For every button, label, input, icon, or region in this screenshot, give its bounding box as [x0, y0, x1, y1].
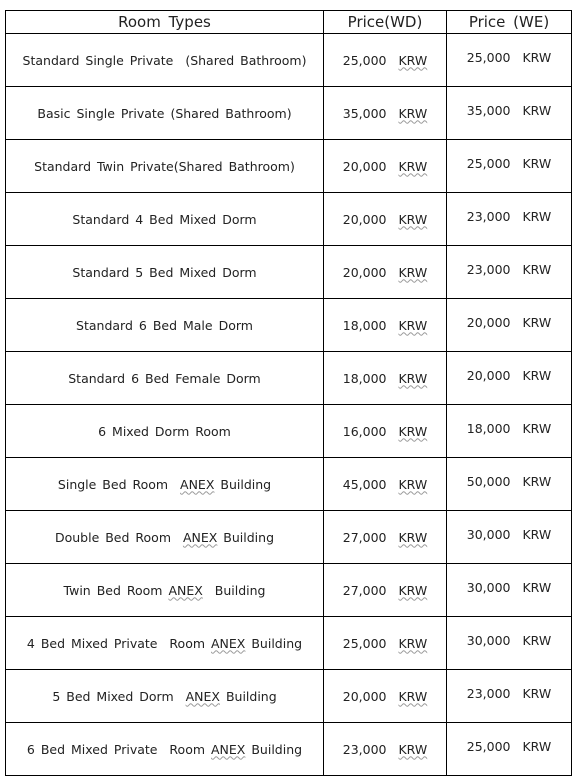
- price-weekend-cell: [447, 458, 572, 511]
- price-weekday-cell: [324, 246, 447, 299]
- currency-label: KRW: [522, 49, 552, 65]
- room-type-cell: [6, 670, 324, 723]
- currency-label: KRW: [398, 423, 428, 439]
- room-building-suffix: Building: [214, 476, 272, 492]
- price-weekday-cell: [324, 723, 447, 776]
- price-weekend-value: 25,000: [466, 49, 511, 65]
- table-row: [6, 405, 572, 458]
- price-weekend-cell: [447, 511, 572, 564]
- room-type-name: Standard Single Private (Shared Bathroom): [22, 52, 307, 68]
- room-type-name: Standard 5 Bed Mixed Dorm: [72, 264, 257, 280]
- currency-label: KRW: [398, 317, 428, 333]
- room-building-suffix: Building: [245, 635, 303, 651]
- price-weekend-cell: [447, 299, 572, 352]
- currency-label: KRW: [522, 579, 552, 595]
- table-row: [6, 140, 572, 193]
- price-weekday-cell: [324, 405, 447, 458]
- room-type-cell: [6, 193, 324, 246]
- table-row: [6, 352, 572, 405]
- room-type-cell: [6, 617, 324, 670]
- price-weekend-value: 23,000: [466, 261, 511, 277]
- room-price-table: [5, 10, 572, 776]
- currency-label: KRW: [398, 529, 428, 545]
- price-weekend-cell: [447, 87, 572, 140]
- room-type-name: 4 Bed Mixed Private Room: [26, 635, 211, 651]
- room-type-cell: [6, 87, 324, 140]
- table-row: [6, 299, 572, 352]
- room-type-name: Standard 6 Bed Male Dorm: [76, 317, 253, 333]
- currency-label: KRW: [522, 526, 552, 542]
- price-weekday-value: 20,000: [342, 158, 387, 174]
- price-weekend-value: 23,000: [466, 208, 511, 224]
- room-type-cell: [6, 246, 324, 299]
- table-row: [6, 193, 572, 246]
- price-weekday-value: 18,000: [342, 370, 387, 386]
- currency-label: KRW: [522, 208, 552, 224]
- price-weekday-value: 25,000: [342, 52, 387, 68]
- currency-label: KRW: [522, 261, 552, 277]
- room-type-name: Basic Single Private (Shared Bathroom): [37, 105, 292, 121]
- price-weekday-cell: [324, 458, 447, 511]
- currency-label: KRW: [522, 738, 552, 754]
- currency-label: KRW: [398, 105, 428, 121]
- price-weekday-value: 20,000: [342, 264, 387, 280]
- currency-label: KRW: [398, 688, 428, 704]
- currency-label: KRW: [522, 102, 552, 118]
- table-row: [6, 564, 572, 617]
- room-type-name: Standard 4 Bed Mixed Dorm: [72, 211, 257, 227]
- currency-label: KRW: [522, 367, 552, 383]
- price-weekend-value: 25,000: [466, 155, 511, 171]
- price-weekend-cell: [447, 246, 572, 299]
- table-row: [6, 617, 572, 670]
- currency-label: KRW: [522, 685, 552, 701]
- currency-label: KRW: [398, 635, 428, 651]
- room-type-cell: [6, 458, 324, 511]
- room-type-cell: [6, 564, 324, 617]
- price-weekend-cell: [447, 670, 572, 723]
- price-weekday-value: 23,000: [342, 741, 387, 757]
- price-weekday-value: 25,000: [342, 635, 387, 651]
- header-price-weekend: Price (WE): [447, 11, 572, 34]
- currency-label: KRW: [398, 158, 428, 174]
- price-weekend-cell: [447, 723, 572, 776]
- table-row: [6, 670, 572, 723]
- room-type-name: Twin Bed Room: [63, 582, 169, 598]
- currency-label: KRW: [522, 314, 552, 330]
- price-weekday-cell: [324, 511, 447, 564]
- room-type-cell: [6, 34, 324, 87]
- room-type-cell: [6, 140, 324, 193]
- currency-label: KRW: [522, 632, 552, 648]
- price-weekday-cell: [324, 193, 447, 246]
- currency-label: KRW: [522, 155, 552, 171]
- room-type-cell: [6, 352, 324, 405]
- currency-label: KRW: [522, 420, 552, 436]
- price-weekday-value: 18,000: [342, 317, 387, 333]
- price-weekend-cell: [447, 617, 572, 670]
- table-row: [6, 458, 572, 511]
- price-weekday-value: 16,000: [342, 423, 387, 439]
- price-weekday-value: 45,000: [342, 476, 387, 492]
- price-weekday-cell: [324, 34, 447, 87]
- price-weekend-cell: [447, 193, 572, 246]
- room-type-name: Standard Twin Private(Shared Bathroom): [34, 158, 295, 174]
- room-building-anex: ANEX: [211, 741, 246, 757]
- header-price-weekday: Price(WD): [324, 11, 447, 34]
- room-type-name: 6 Bed Mixed Private Room: [26, 741, 211, 757]
- room-building-anex: ANEX: [182, 529, 218, 545]
- room-building-anex: ANEX: [211, 635, 246, 651]
- price-weekend-value: 35,000: [466, 102, 511, 118]
- price-weekday-value: 20,000: [342, 688, 387, 704]
- price-weekend-value: 23,000: [466, 685, 511, 701]
- price-weekend-value: 30,000: [466, 579, 511, 595]
- price-weekend-cell: [447, 352, 572, 405]
- table-row: [6, 723, 572, 776]
- price-weekend-value: 20,000: [466, 367, 511, 383]
- room-building-suffix: Building: [245, 741, 303, 757]
- price-weekday-cell: [324, 564, 447, 617]
- price-weekend-value: 30,000: [466, 526, 511, 542]
- room-type-name: 6 Mixed Dorm Room: [98, 423, 231, 439]
- price-weekend-value: 20,000: [466, 314, 511, 330]
- price-weekday-value: 35,000: [342, 105, 387, 121]
- price-weekday-value: 27,000: [342, 582, 387, 598]
- price-weekend-cell: [447, 564, 572, 617]
- room-type-name: Double Bed Room: [54, 529, 183, 545]
- price-weekend-value: 30,000: [466, 632, 511, 648]
- room-building-suffix: Building: [219, 688, 277, 704]
- price-weekday-cell: [324, 140, 447, 193]
- table-row: [6, 87, 572, 140]
- price-weekday-cell: [324, 617, 447, 670]
- currency-label: KRW: [398, 370, 428, 386]
- currency-label: KRW: [398, 741, 428, 757]
- room-type-name: Single Bed Room: [57, 476, 181, 492]
- table-row: [6, 511, 572, 564]
- currency-label: KRW: [398, 582, 428, 598]
- currency-label: KRW: [398, 476, 428, 492]
- room-type-name: Standard 6 Bed Female Dorm: [68, 370, 261, 386]
- currency-label: KRW: [398, 264, 428, 280]
- price-weekend-cell: [447, 140, 572, 193]
- price-weekend-value: 25,000: [466, 738, 511, 754]
- currency-label: KRW: [398, 52, 428, 68]
- price-weekend-value: 50,000: [466, 473, 511, 489]
- price-weekday-cell: [324, 670, 447, 723]
- table-row: [6, 246, 572, 299]
- price-weekend-value: 18,000: [466, 420, 511, 436]
- room-type-cell: [6, 511, 324, 564]
- price-weekend-cell: [447, 405, 572, 458]
- header-room-types: Room Types: [6, 11, 324, 34]
- room-building-anex: ANEX: [168, 582, 203, 598]
- header-row: [6, 11, 572, 34]
- price-weekday-cell: [324, 87, 447, 140]
- room-type-name: 5 Bed Mixed Dorm: [52, 688, 186, 704]
- price-weekend-cell: [447, 34, 572, 87]
- room-building-anex: ANEX: [185, 688, 220, 704]
- room-building-suffix: Building: [217, 529, 275, 545]
- currency-label: KRW: [522, 473, 552, 489]
- table-row: [6, 34, 572, 87]
- currency-label: KRW: [398, 211, 428, 227]
- room-type-cell: [6, 405, 324, 458]
- price-weekday-value: 27,000: [342, 529, 387, 545]
- price-weekday-cell: [324, 299, 447, 352]
- room-type-cell: [6, 299, 324, 352]
- room-building-suffix: Building: [202, 582, 266, 598]
- room-building-anex: ANEX: [180, 476, 215, 492]
- price-weekday-value: 20,000: [342, 211, 387, 227]
- price-weekday-cell: [324, 352, 447, 405]
- room-type-cell: [6, 723, 324, 776]
